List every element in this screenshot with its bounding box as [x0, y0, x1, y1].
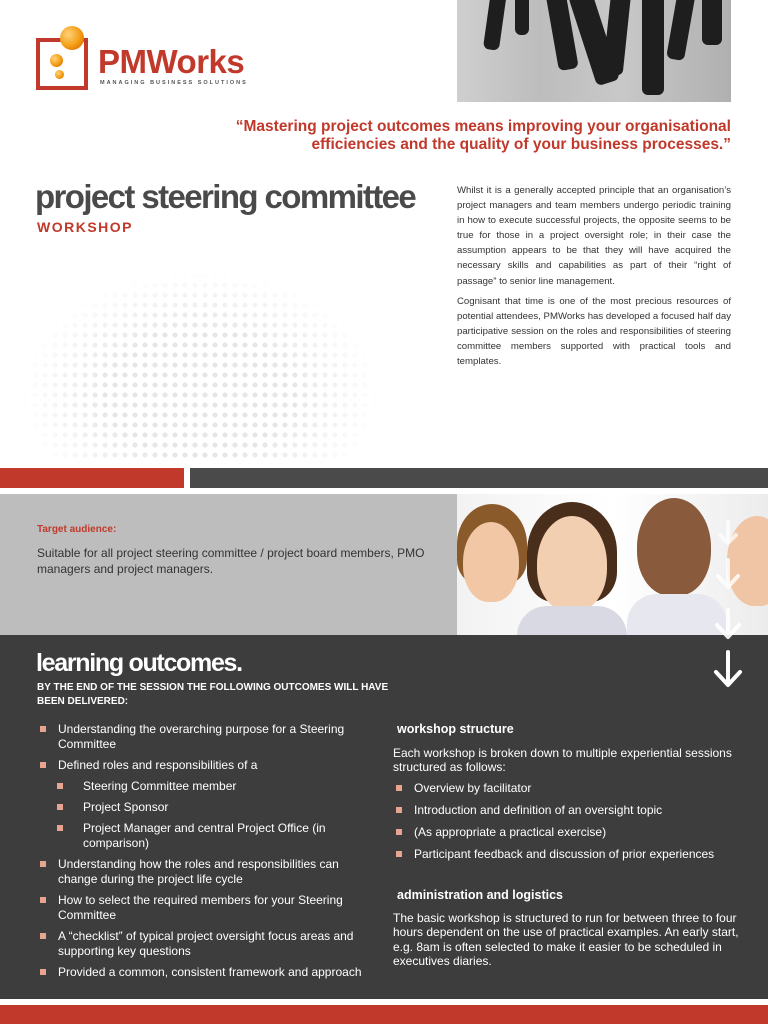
list-item	[393, 803, 753, 818]
bullet-square-icon	[40, 969, 46, 975]
list-item	[393, 847, 753, 862]
quote-line: “Mastering project outcomes means improving your organisational	[235, 118, 731, 135]
bullet-square-icon	[396, 807, 402, 813]
list-item	[37, 857, 367, 887]
bullet-square-icon	[40, 726, 46, 732]
structure-heading: workshop structure	[397, 722, 514, 736]
audience-heading: Target audience:	[37, 524, 117, 535]
logo-orb-icon	[55, 70, 64, 79]
page-title: project steering committee	[35, 178, 416, 215]
admin-text: The basic workshop is structured to run for between three to four hours dependent on the use of practical examples. An early start, e.g. 8am is often selected to make it easier to be scheduled in executives diaries.	[393, 911, 739, 968]
audience-text: Suitable for all project steering committee / project board members, PMO managers and project managers.	[37, 546, 425, 576]
intro-text	[457, 183, 731, 374]
list-item-text: (As appropriate a practical exercise)	[414, 825, 607, 839]
headline-quote	[211, 118, 731, 154]
logo-orb-icon	[60, 26, 84, 50]
bullet-square-icon	[40, 762, 46, 768]
quote-line: efficiencies and the quality of your business processes.”	[311, 136, 731, 153]
list-item-text: Understanding the overarching purpose for a Steering Committee	[58, 722, 345, 751]
outcomes-intro: BY THE END OF THE SESSION THE FOLLOWING OUTCOMES WILL HAVE BEEN DELIVERED:	[37, 682, 389, 707]
sub-list-item	[37, 800, 367, 815]
bullet-square-icon	[396, 829, 402, 835]
outcomes-title: learning outcomes.	[36, 649, 242, 677]
intro-paragraph: Whilst it is a generally accepted principle that an organisation’s project managers and team members undergo periodic training in how to execute successful projects, the opposite seems to be true for those in a project oversight role; in their case the assumption appears to be that they will have acquired the necessary skills and capabilities as part of their “right of passage” to senior line management.	[457, 185, 731, 287]
outcomes-list	[37, 722, 367, 986]
bullet-square-icon	[57, 783, 63, 789]
divider-bar-dark	[190, 468, 768, 488]
list-item-text: Understanding how the roles and responsibilities can change during the project life cycle	[58, 857, 339, 886]
brand-name: PMWorks	[98, 43, 245, 80]
bullet-square-icon	[40, 861, 46, 867]
admin-heading: administration and logistics	[397, 888, 563, 902]
list-item	[37, 965, 367, 980]
list-item	[37, 758, 367, 773]
list-item-text: A “checklist” of typical project oversight focus areas and supporting key questions	[58, 929, 354, 958]
list-item	[393, 781, 753, 796]
list-item-text: Provided a common, consistent framework and approach	[58, 965, 362, 979]
list-item-text: Overview by facilitator	[414, 781, 532, 795]
list-item-text: Project Manager and central Project Office (in comparison)	[83, 821, 326, 850]
list-item-text: Participant feedback and discussion of prior experiences	[414, 847, 715, 861]
structure-list	[393, 781, 753, 869]
down-arrows-icon	[708, 520, 748, 695]
bullet-square-icon	[40, 933, 46, 939]
dotted-background-pattern	[0, 240, 400, 460]
list-item	[37, 929, 367, 959]
list-item-text: Introduction and definition of an oversight topic	[414, 803, 663, 817]
footer-bar	[0, 1005, 768, 1024]
logo-orb-icon	[50, 54, 63, 67]
list-item-text: Steering Committee member	[83, 779, 237, 793]
header-photo-walking-people	[457, 0, 731, 102]
sub-list-item	[37, 779, 367, 794]
list-item-text: Defined roles and responsibilities of a	[58, 758, 258, 772]
list-item-text: How to select the required members for your Steering Committee	[58, 893, 343, 922]
structure-intro: Each workshop is broken down to multiple experiential sessions structured as follows:	[393, 746, 732, 774]
pmworks-logo	[36, 32, 276, 92]
bullet-square-icon	[40, 897, 46, 903]
list-item-text: Project Sponsor	[83, 800, 169, 814]
page-subtitle: WORKSHOP	[37, 219, 133, 235]
bullet-square-icon	[396, 851, 402, 857]
list-item	[37, 722, 367, 752]
list-item	[37, 893, 367, 923]
divider-bar-red	[0, 468, 184, 488]
bullet-square-icon	[396, 785, 402, 791]
list-item	[393, 825, 753, 840]
bullet-square-icon	[57, 804, 63, 810]
bullet-square-icon	[57, 825, 63, 831]
intro-paragraph: Cognisant that time is one of the most precious resources of potential attendees, PMWorks has developed a focused half day participative session on the roles and responsibilities of steering committee members supported with practical tools and templates.	[457, 295, 731, 368]
brand-tagline: MANAGING BUSINESS SOLUTIONS	[100, 80, 248, 86]
sub-list-item	[37, 821, 367, 851]
